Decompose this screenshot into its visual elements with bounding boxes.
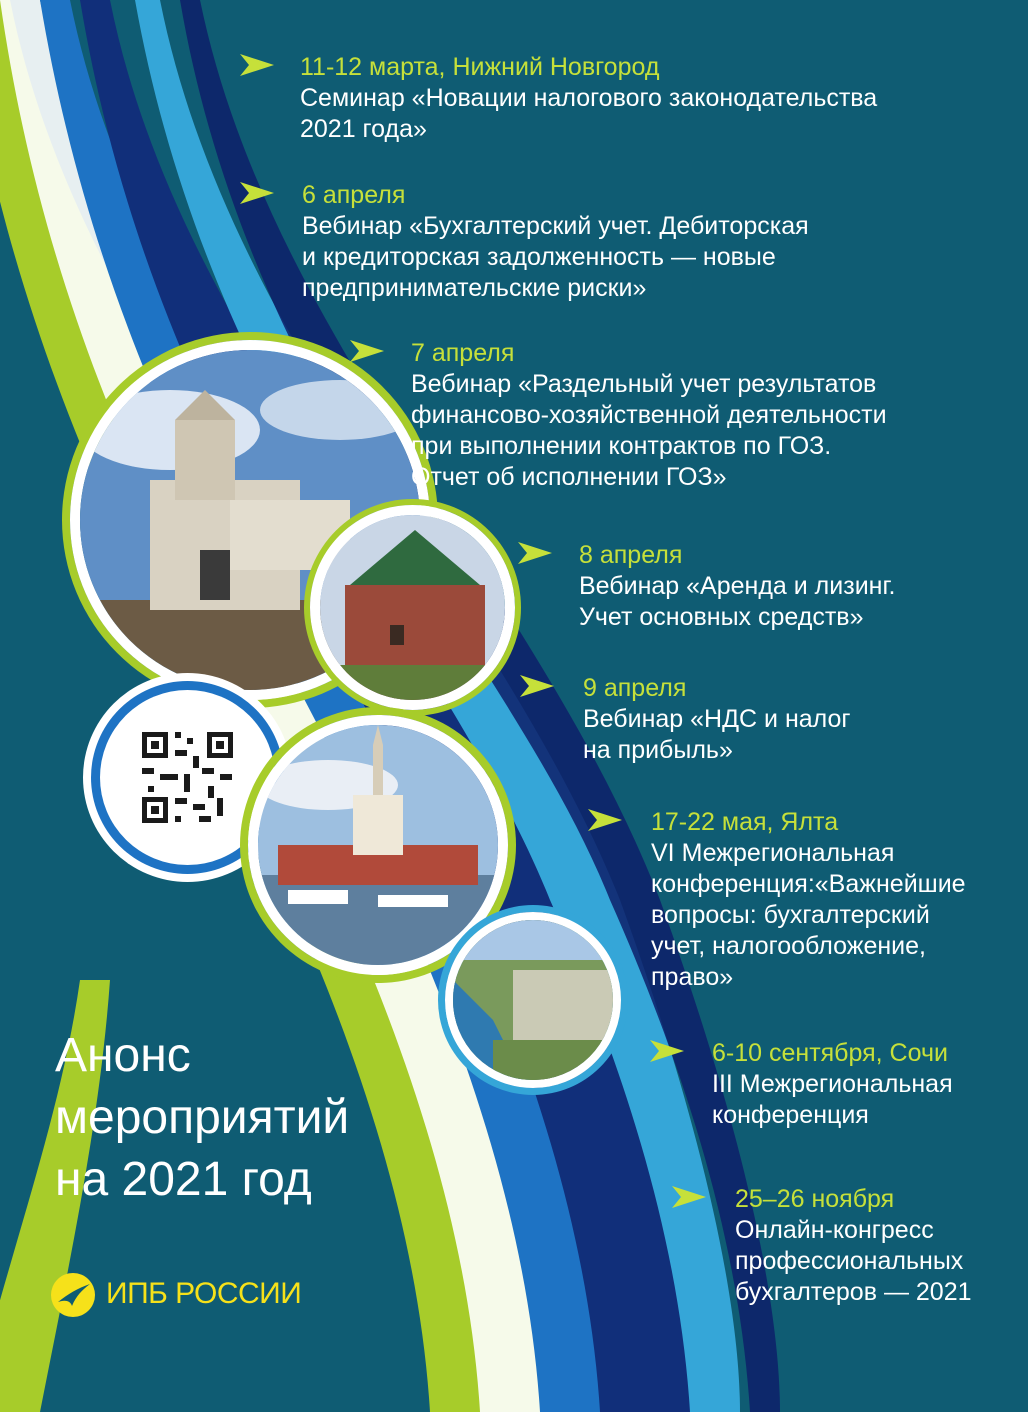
event-date: 17-22 мая, Ялта	[651, 808, 839, 836]
event-date: 6-10 сентября, Сочи	[712, 1039, 948, 1067]
event-date: 6 апреля	[302, 181, 406, 209]
event-description: Семинар «Новации налогового законодательства 2021 года»	[300, 84, 878, 143]
arrow-right-icon	[350, 340, 384, 362]
logo-text: ИПБ РОССИИ	[106, 1277, 302, 1310]
event-4	[518, 540, 895, 633]
event-description: Вебинар «Раздельный учет результатов финансово-хозяйственной деятельности при выполнении контрактов по ГОЗ. Отчет об исполнении ГОЗ»	[411, 370, 887, 491]
arrow-right-icon	[240, 54, 274, 76]
event-5	[520, 673, 851, 766]
event-1	[240, 52, 877, 145]
event-6	[588, 807, 966, 993]
arrow-right-icon	[672, 1186, 706, 1208]
arrow-right-icon	[650, 1040, 684, 1062]
arrow-right-icon	[240, 182, 274, 204]
event-2	[240, 180, 809, 304]
event-description: Вебинар «НДС и налог на прибыль»	[583, 705, 851, 764]
event-date: 9 апреля	[583, 674, 687, 702]
arrow-right-icon	[518, 542, 552, 564]
event-description: III Межрегиональная конференция	[712, 1070, 953, 1129]
arrow-right-icon	[520, 675, 554, 697]
event-description: Онлайн-конгресс профессиональных бухгалтеров — 2021	[735, 1216, 972, 1306]
event-7	[650, 1038, 953, 1131]
event-date: 8 апреля	[579, 541, 683, 569]
event-date: 11-12 марта, Нижний Новгород	[300, 53, 660, 81]
event-date: 25–26 ноября	[735, 1185, 895, 1213]
event-description: Вебинар «Аренда и лизинг. Учет основных средств»	[579, 572, 896, 631]
sochi-port-photo	[248, 715, 508, 975]
event-8	[672, 1184, 972, 1308]
event-3	[350, 338, 887, 493]
poster-title: Анонс мероприятий на 2021 год	[55, 1029, 350, 1206]
logo	[50, 1268, 310, 1322]
plane-emblem-icon	[50, 1272, 96, 1318]
kremlin-tower-photo	[310, 505, 515, 710]
event-description: Вебинар «Бухгалтерский учет. Дебиторская и кредиторская задолженность — новые предпринимательские риски»	[302, 212, 809, 302]
event-description: VI Межрегиональная конференция:«Важнейшие вопросы: бухгалтерский учет, налогообложение, право»	[651, 839, 966, 991]
event-date: 7 апреля	[411, 339, 515, 367]
arrow-right-icon	[588, 809, 622, 831]
